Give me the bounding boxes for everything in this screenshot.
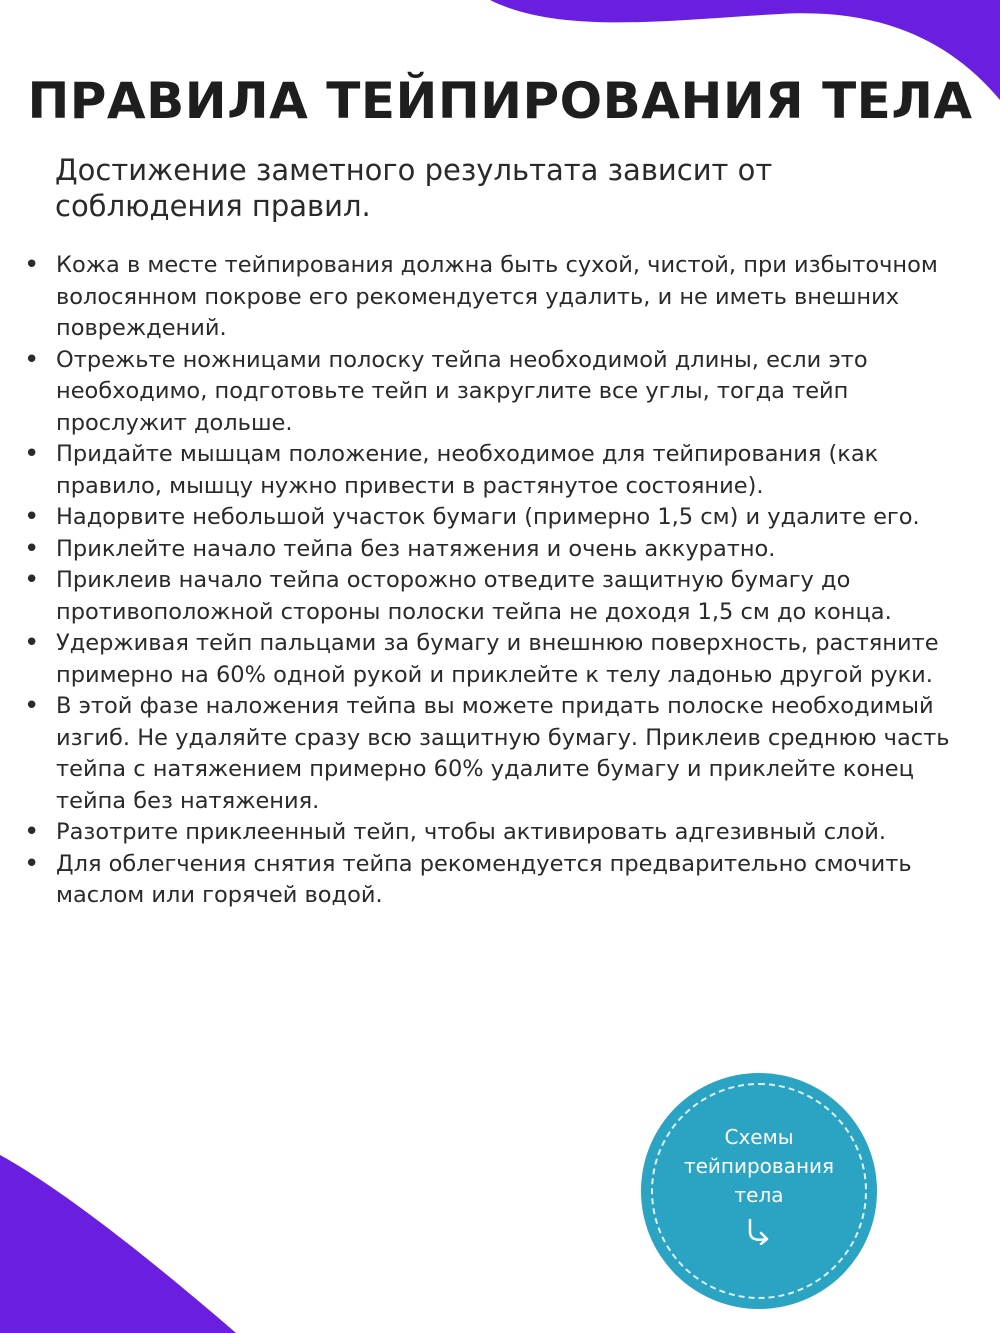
list-item	[22, 691, 977, 817]
list-item	[22, 345, 977, 440]
list-item	[22, 250, 977, 345]
badge-label	[641, 1123, 877, 1210]
bullet: •	[24, 628, 40, 658]
bullet: •	[24, 250, 40, 280]
bullet: •	[24, 565, 40, 595]
badge-line-2: тейпирования	[683, 1154, 835, 1178]
page-title: ПРАВИЛА ТЕЙПИРОВАНИЯ ТЕЛА	[27, 72, 973, 130]
bullet: •	[24, 533, 40, 564]
list-item	[22, 628, 977, 691]
bottom-left-wave-decoration	[0, 1140, 250, 1333]
list-item	[22, 817, 977, 849]
bullet: •	[24, 344, 40, 375]
list-item	[22, 565, 977, 628]
rule-text: Приклейте начало тейпа без натяжения и очень аккуратно.	[56, 535, 776, 562]
list-item	[22, 502, 977, 534]
bullet: •	[24, 848, 40, 879]
badge-line-3: тела	[734, 1183, 784, 1207]
taping-schemes-badge[interactable]	[641, 1073, 877, 1309]
bullet: •	[24, 817, 40, 847]
rule-text: Придайте мышцам положение, необходимое для тейпирования (как правило, мышцу нужно привести в растянутое состояние).	[56, 441, 879, 499]
bullet: •	[24, 691, 40, 721]
list-item	[22, 534, 977, 566]
rule-text: Приклеив начало тейпа осторожно отведите защитную бумагу до противоположной стороны полоски тейпа не доходя 1,5 см до конца.	[56, 567, 892, 625]
intro-text: Достижение заметного результата зависит от соблюдения правил.	[55, 153, 773, 223]
bullet: •	[24, 439, 40, 469]
rule-text: Кожа в месте тейпирования должна быть сухой, чистой, при избыточном волосянном покрове его рекомендуется удалить, и не иметь внешних повреждений.	[56, 252, 938, 341]
rule-text: Отрежьте ножницами полоску тейпа необходимой длины, если это необходимо, подготовьте тейп и закруглите все углы, тогда тейп прослужит дольше.	[56, 346, 868, 436]
rule-text: Разотрите приклеенный тейп, чтобы активировать адгезивный слой.	[56, 819, 886, 845]
rule-text: Надорвите небольшой участок бумаги (примерно 1,5 см) и удалите его.	[56, 504, 920, 530]
rules-list	[22, 250, 977, 912]
list-item	[22, 849, 977, 912]
rule-text: Удерживая тейп пальцами за бумагу и внешнюю поверхность, растяните примерно на 60% одной рукой и приклейте к телу ладонью другой руки.	[56, 630, 939, 688]
badge-line-1: Схемы	[724, 1125, 794, 1149]
bullet: •	[24, 502, 40, 532]
rule-text: Для облегчения снятия тейпа рекомендуется предварительно смочить маслом или горячей водой.	[56, 850, 912, 908]
rule-text: В этой фазе наложения тейпа вы можете придать полоске необходимый изгиб. Не удаляйте сразу всю защитную бумагу. Приклеив среднюю часть тейпа с натяжением примерно 60% удалите бумагу и приклейте конец тейпа без натяжения.	[56, 693, 950, 814]
curved-arrow-icon	[742, 1217, 776, 1245]
list-item	[22, 439, 977, 502]
